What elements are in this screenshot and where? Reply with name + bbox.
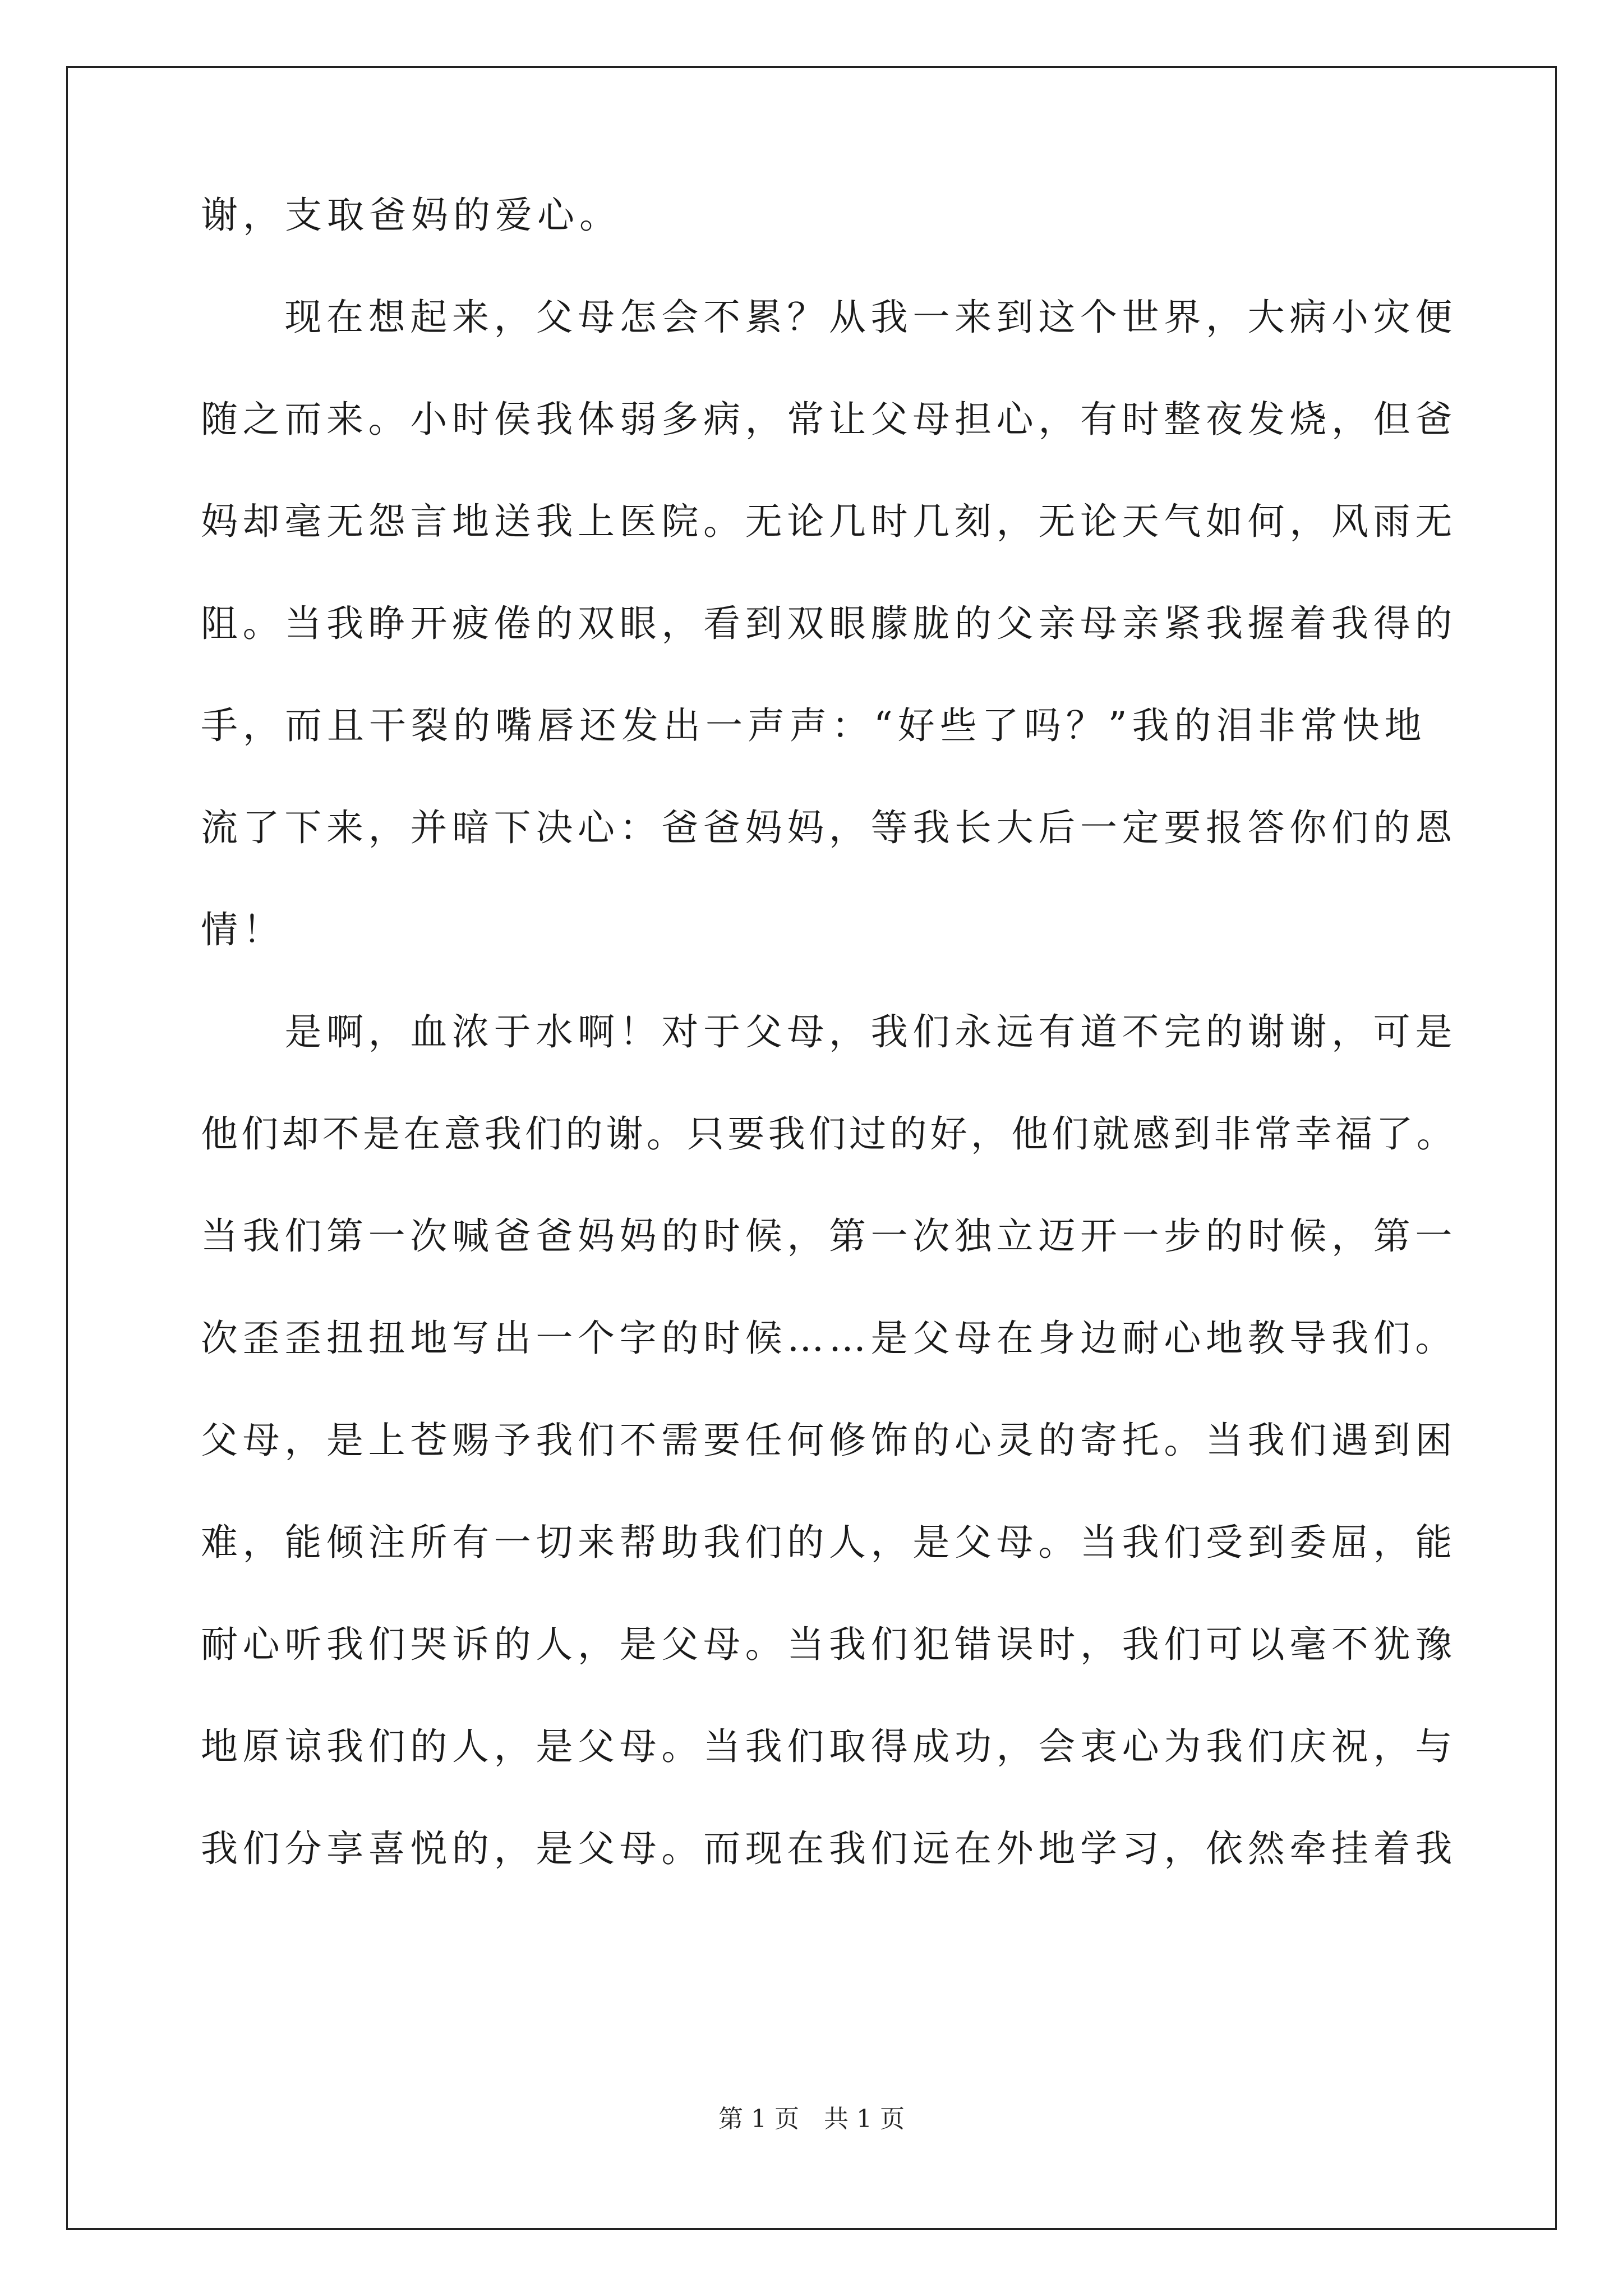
text-line: 情！	[201, 908, 285, 951]
text-line: 手，而且干裂的嘴唇还发出一声声：“好些了吗？”我的泪非常快地	[201, 704, 1427, 747]
text-line: 父母，是上苍赐予我们不需要任何修饰的心灵的寄托。当我们遇到困	[201, 1419, 1457, 1462]
text-line: 谢，支取爸妈的爱心。	[201, 194, 621, 237]
text-line: 流了下来，并暗下决心：爸爸妈妈，等我长大后一定要报答你们的恩	[201, 806, 1457, 849]
text-line: 是啊，血浓于水啊！对于父母，我们永远有道不完的谢谢，可是	[201, 1010, 1457, 1053]
page-number-label: 第 1 页 共 1 页	[718, 2105, 905, 2133]
text-line: 随之而来。小时侯我体弱多病，常让父母担心，有时整夜发烧，但爸	[201, 398, 1457, 441]
text-line: 当我们第一次喊爸爸妈妈的时候，第一次独立迈开一步的时候，第一	[201, 1214, 1457, 1258]
page-footer	[0, 2102, 1623, 2136]
text-line: 次歪歪扭扭地写出一个字的时候……是父母在身边耐心地教导我们。	[201, 1317, 1457, 1360]
text-line: 地原谅我们的人，是父母。当我们取得成功，会衷心为我们庆祝，与	[201, 1725, 1457, 1768]
text-line: 他们却不是在意我们的谢。只要我们过的好，他们就感到非常幸福了。	[201, 1112, 1457, 1156]
text-line: 难，能倾注所有一切来帮助我们的人，是父母。当我们受到委屈，能	[201, 1521, 1457, 1564]
text-line: 现在想起来，父母怎会不累？从我一来到这个世界，大病小灾便	[201, 296, 1457, 339]
text-line: 妈却毫无怨言地送我上医院。无论几时几刻，无论天气如何，风雨无	[201, 500, 1457, 543]
text-line: 阻。当我睁开疲倦的双眼，看到双眼朦胧的父亲母亲紧我握着我得的	[201, 602, 1457, 645]
text-line: 我们分享喜悦的，是父母。而现在我们远在外地学习，依然牵挂着我	[201, 1827, 1457, 1870]
text-line: 耐心听我们哭诉的人，是父母。当我们犯错误时，我们可以毫不犹豫	[201, 1623, 1457, 1666]
